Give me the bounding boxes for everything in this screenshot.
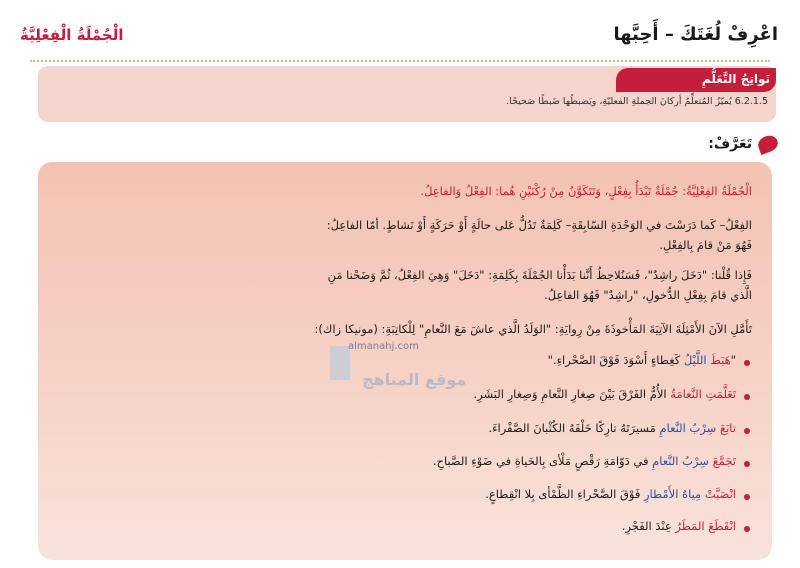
red-bullet-icon — [756, 133, 780, 155]
example-rest: كَغِطاءٍ أَسْوَدَ فَوْقَ الصَّحْراءِ." — [547, 353, 684, 367]
examples-intro: تَأَمَّلِ الآنَ الأَمْثِلَةَ الآتِيَةَ المَأْخوذَةَ مِنْ رِوايَةِ: "الوَلَدُ الَّذي عاشَ مَعَ النَّعامِ" لِلْكاتِبَةِ: (مونيكا زاك): — [314, 322, 752, 336]
example-verb: هَبَطَ — [710, 353, 731, 367]
example-bullet — [744, 360, 750, 366]
example-rest: مَسيرَتَهُ تارِكًا خَلْفَهُ الكُثْبانَ الصَّفْراءَ. — [488, 421, 660, 435]
definition-term: الْجُمْلَةُ الفِعْلِيَّةُ: — [682, 184, 752, 198]
example-subject: النَّعامَةُ — [670, 387, 706, 401]
example-bullet — [744, 526, 750, 532]
example-6 — [622, 519, 736, 533]
example-bullet — [744, 494, 750, 500]
paragraph-1-line-2: فَهُوَ مَنْ قامَ بِالفِعْلِ. — [659, 238, 752, 252]
example-subject: سِرْبُ النَّعامِ — [659, 421, 720, 435]
definition-line — [420, 184, 752, 198]
example-verb: انْقَطَعَ — [708, 519, 736, 533]
example-bullet — [744, 394, 750, 400]
example-verb: تَعَلَّمَتِ — [705, 387, 736, 401]
example-rest: فَوْقَ الصَّحْراءِ الظَّمْأى بِلا انْقِطاعٍ. — [485, 487, 644, 501]
paragraph-2-line-2: الَّذي قامَ بِفِعْلِ الدُّخولِ، "راشِدٌ" فَهُوَ الفاعِلُ. — [544, 288, 752, 302]
example-prefix: " — [730, 353, 736, 367]
example-rest: الأُمُّ الفَرْقَ بَيْنَ صِغارِ النَّعامِ وَصِغارِ البَشَرِ. — [473, 387, 671, 401]
example-2 — [474, 387, 736, 401]
learn-heading: تَعَرَّفْ: — [708, 136, 752, 152]
definition-text: جُمْلَةٌ تَبْدَأُ بِفِعْلٍ، وَتَتَكَوَّنُ مِنْ رُكْنَيْنِ هُما: الفِعْلُ وَالفاعِلُ. — [420, 184, 683, 198]
example-1 — [548, 353, 736, 367]
example-verb: تَجَمَّعَ — [712, 454, 736, 468]
example-5 — [485, 487, 736, 501]
header-divider — [30, 60, 770, 62]
watermark-logo-icon — [330, 346, 350, 380]
example-4 — [433, 454, 736, 468]
example-subject: اللَّيْلُ — [683, 353, 711, 367]
paragraph-2-line-1: فَإِذا قُلْنا: "دَخَلَ راشِدٌ"، فَسَنُلاحِظُ أَنَّنا بَدَأْنا الجُمْلَةَ بِكَلِمَةِ: "دَخَلَ" وَهِيَ الفِعْلُ، ثُمَّ وَضَحْنا مَنِ — [327, 268, 752, 282]
example-subject: مِياهُ الأَمْطارِ — [643, 487, 705, 501]
learning-outcomes-label: نَواتِجُ التَّعَلُّمِ — [701, 72, 770, 86]
chapter-title: الْجُمْلَةُ الْفِعْلِيَّةُ — [20, 26, 124, 44]
example-subject: المَطَرُ — [675, 519, 709, 533]
learning-outcome-text: 6.2.1.5 يُميّزُ المُتعلِّمُ أركانَ الجملةِ الفعليّةِ، ويَضبطُها ضَبطًا صَحيحًا. — [506, 96, 768, 107]
example-rest: في دَوّامَةِ رَقْصٍ مَلْأى بِالحَياةِ في ضَوْءِ الصَّباحِ. — [432, 454, 653, 468]
watermark-site: almanahj.com — [348, 341, 419, 352]
example-bullet — [744, 428, 750, 434]
section-title: اعْرِفْ لُغَتَكَ – أَحِبَّها — [613, 24, 778, 45]
paragraph-1-line-1: الفِعْلُ– كَما دَرَسْتَ في الوَحْدَةِ السّابِقَةِ– كَلِمَةٌ تَدُلُّ عَلى حالَةٍ أَوْ حَرَكَةٍ أَوْ نَشاطٍ. أمّا الفاعِلُ: — [326, 218, 752, 232]
example-verb: انْصَبَّتْ — [704, 487, 736, 501]
example-subject: سِرْبُ النَّعامِ — [652, 454, 713, 468]
example-3 — [488, 421, 736, 435]
example-verb: تابَعَ — [719, 421, 736, 435]
watermark-text: موقع المناهج — [362, 370, 467, 389]
example-rest: عِنْدَ الفَجْرِ. — [621, 519, 676, 533]
example-bullet — [744, 461, 750, 467]
